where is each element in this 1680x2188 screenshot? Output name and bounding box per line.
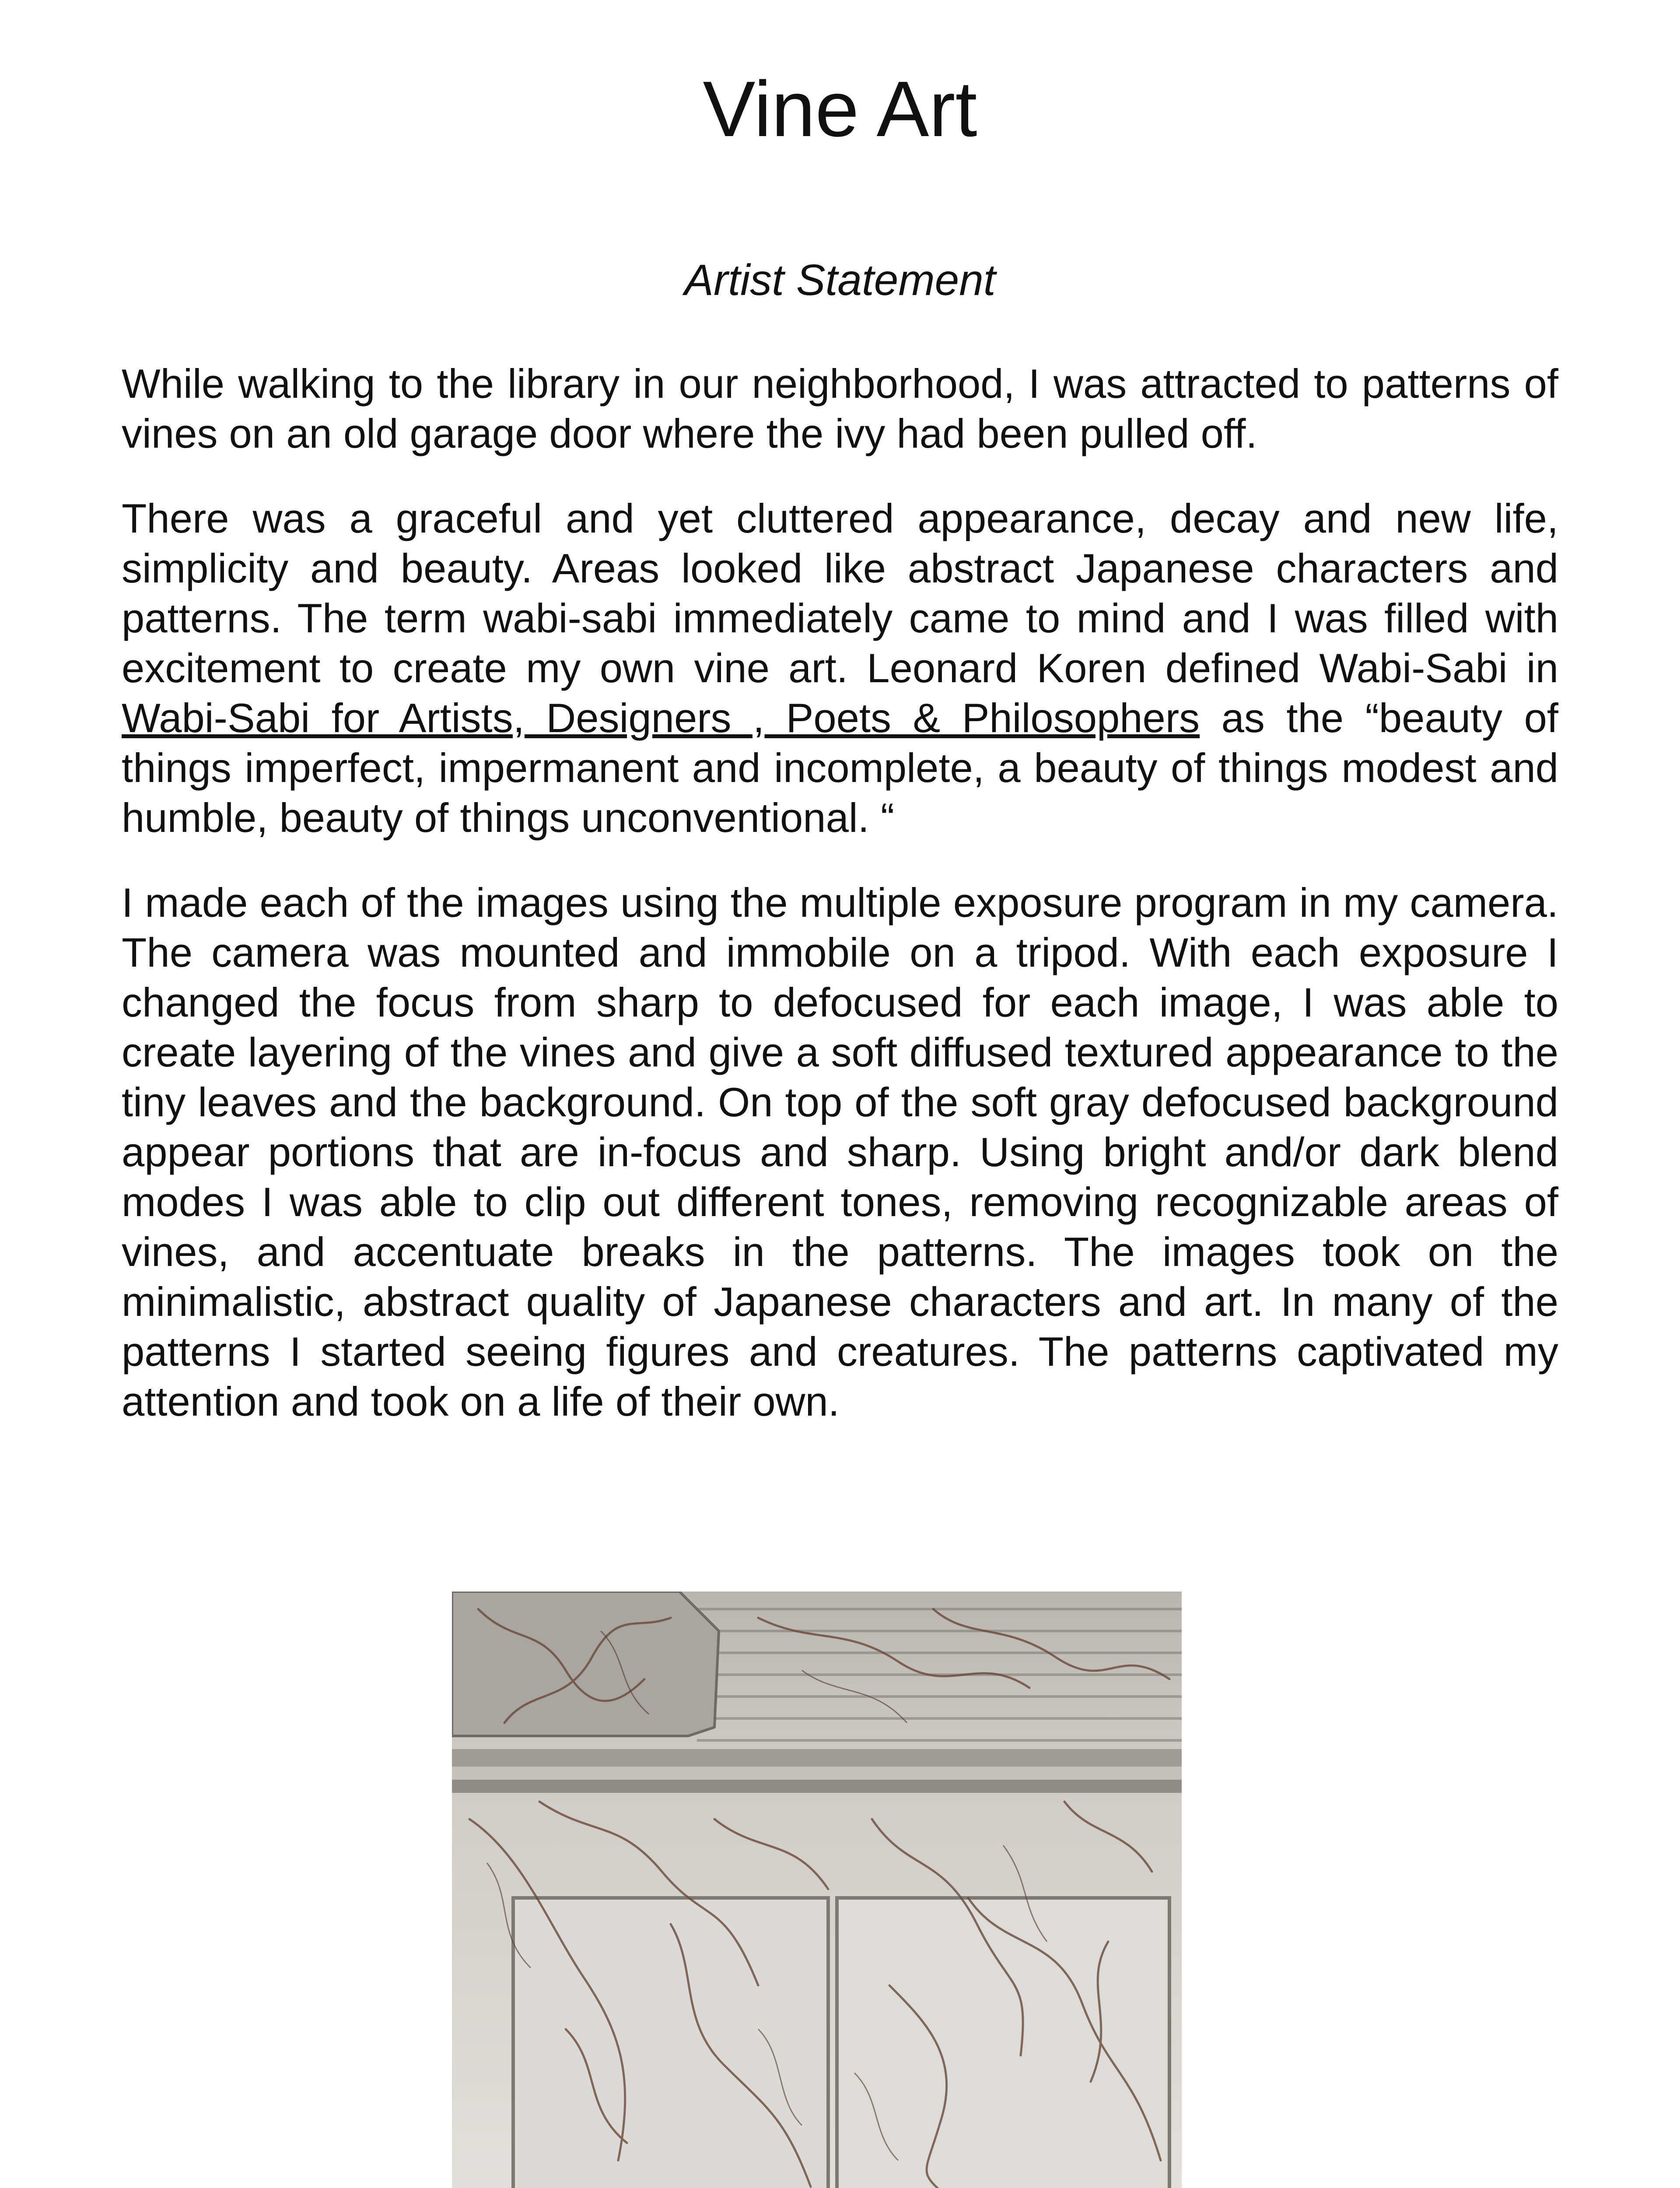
paragraph-1: While walking to the library in our neighborhood, I was attracted to patterns of vines on an old garage door where the ivy had been pulled off. bbox=[122, 361, 1558, 456]
garage-door-vines-image bbox=[452, 1592, 1182, 2188]
page-title: Vine Art bbox=[703, 65, 977, 153]
vine-photograph bbox=[452, 1592, 1182, 2188]
paragraph-2 bbox=[122, 494, 1558, 843]
paragraph-2-quote: as the “beauty of things imperfect, impermanent and incomplete, a beauty of things modest and humble, beauty of things unconventional. “ bbox=[122, 695, 1559, 841]
paragraph-2-intro: There was a graceful and yet cluttered appearance, decay and new life, simplicity and beauty. Areas looked like abstract Japanese characters and patterns. The term wabi-sabi immediately came to mind and I was filled with excitement to create my own vine art. Leonard Koren defined Wabi-Sabi in bbox=[122, 495, 1558, 691]
page-subtitle: Artist Statement bbox=[684, 256, 996, 305]
paragraph-3: I made each of the images using the multiple exposure program in my camera. The camera was mounted and immobile on a tripod. With each exposure I changed the focus from sharp to defocused for each image, I was able to create layering of the vines and give a soft diffused textured appearance to the tiny leaves and the background. On top of the soft gray defocused background appear portions that are in-focus and sharp. Using bright and/or dark blend modes I was able to clip out different tones, removing recognizable areas of vines, and accentuate breaks in the patterns. The images took on the minimalistic, abstract quality of Japanese characters and art. In many of the patterns I started seeing figures and creatures. The patterns captivated my attention and took on a life of their own. bbox=[122, 880, 1558, 1424]
statement-body bbox=[122, 359, 1558, 1462]
book-title: Wabi-Sabi for Artists, Designers , Poets & Philosophers bbox=[122, 695, 1200, 741]
